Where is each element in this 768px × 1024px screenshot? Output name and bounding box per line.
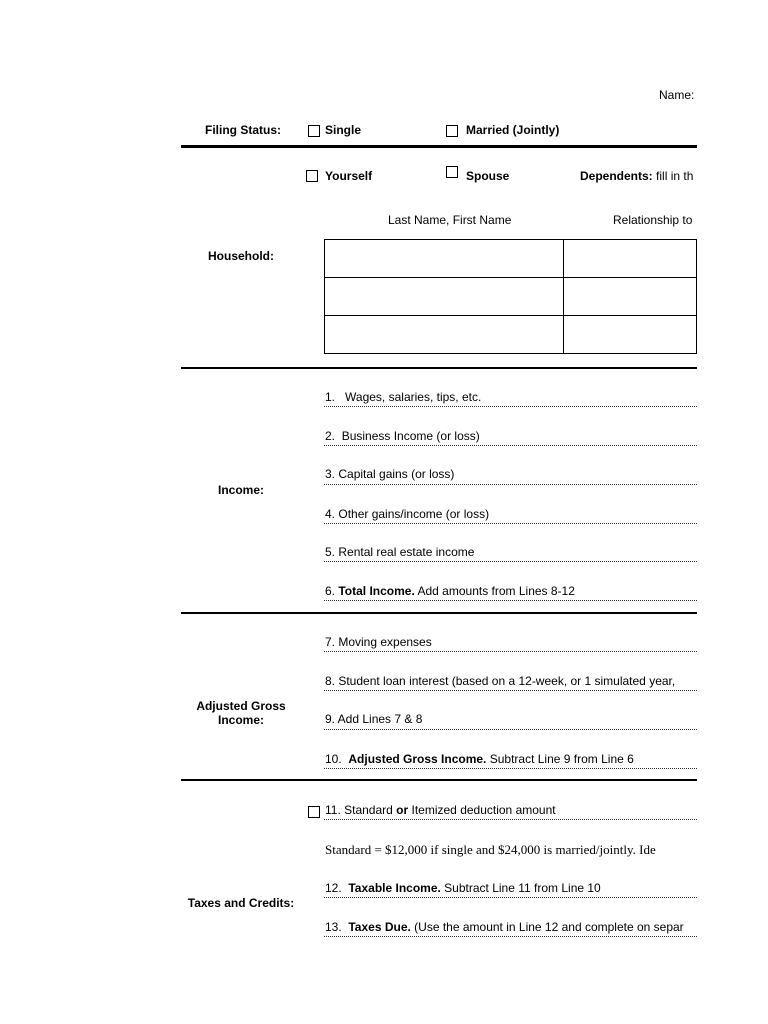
col-header-relationship: Relationship to bbox=[613, 213, 693, 227]
income-line-3: 3. Capital gains (or loss) bbox=[325, 467, 455, 481]
dependent-name-cell[interactable] bbox=[325, 316, 564, 354]
married-checkbox[interactable] bbox=[446, 125, 458, 137]
section-divider bbox=[181, 367, 697, 369]
dependents-instruction: Dependents: fill in th bbox=[580, 169, 694, 183]
entry-line[interactable] bbox=[324, 523, 697, 524]
yourself-checkbox[interactable] bbox=[306, 170, 318, 182]
agi-label: Adjusted Gross Income: bbox=[196, 699, 286, 727]
dependents-table bbox=[324, 239, 697, 354]
agi-line-8: 8. Student loan interest (based on a 12-week, or 1 simulated year, bbox=[325, 674, 676, 688]
entry-line[interactable] bbox=[324, 406, 697, 407]
income-line-2: 2. Business Income (or loss) bbox=[325, 429, 480, 443]
agi-line-7: 7. Moving expenses bbox=[325, 635, 432, 649]
entry-line[interactable] bbox=[324, 819, 697, 820]
entry-line[interactable] bbox=[324, 445, 697, 446]
filing-status-label: Filing Status: bbox=[205, 123, 281, 137]
taxes-line-13: 13. Taxes Due. (Use the amount in Line 12 and complete on separ bbox=[325, 920, 684, 934]
household-label: Household: bbox=[208, 249, 274, 263]
married-label: Married (Jointly) bbox=[466, 123, 560, 137]
taxes-line-12: 12. Taxable Income. Subtract Line 11 from Line 10 bbox=[325, 881, 601, 895]
name-label: Name: bbox=[659, 88, 695, 102]
single-label: Single bbox=[325, 123, 362, 137]
dependent-name-cell[interactable] bbox=[325, 240, 564, 278]
spouse-checkbox[interactable] bbox=[446, 166, 458, 178]
table-row bbox=[325, 240, 697, 278]
deduction-checkbox[interactable] bbox=[308, 806, 320, 818]
entry-line[interactable] bbox=[324, 897, 697, 898]
dependent-relationship-cell[interactable] bbox=[564, 278, 697, 316]
entry-line[interactable] bbox=[324, 690, 697, 691]
entry-line[interactable] bbox=[324, 768, 697, 769]
taxes-line-11: 11. Standard or Itemized deduction amount bbox=[325, 803, 556, 817]
taxes-label: Taxes and Credits: bbox=[187, 896, 295, 910]
entry-line[interactable] bbox=[324, 936, 697, 937]
entry-line[interactable] bbox=[324, 651, 697, 652]
entry-line[interactable] bbox=[324, 561, 697, 562]
income-label: Income: bbox=[217, 483, 264, 497]
entry-line[interactable] bbox=[324, 600, 697, 601]
table-row bbox=[325, 278, 697, 316]
income-line-5: 5. Rental real estate income bbox=[325, 545, 475, 559]
dependent-name-cell[interactable] bbox=[325, 278, 564, 316]
standard-deduction-note: Standard = $12,000 if single and $24,000 is married/jointly. Ide bbox=[325, 842, 656, 857]
entry-line[interactable] bbox=[324, 484, 697, 485]
section-divider bbox=[181, 779, 697, 781]
entry-line[interactable] bbox=[324, 729, 697, 730]
income-line-4: 4. Other gains/income (or loss) bbox=[325, 507, 490, 521]
table-row bbox=[325, 316, 697, 354]
col-header-name: Last Name, First Name bbox=[388, 213, 512, 227]
income-line-1: 1. Wages, salaries, tips, etc. bbox=[325, 390, 482, 404]
yourself-label: Yourself bbox=[325, 169, 373, 183]
section-divider bbox=[181, 145, 697, 148]
agi-line-9: 9. Add Lines 7 & 8 bbox=[325, 712, 423, 726]
single-checkbox[interactable] bbox=[308, 125, 320, 137]
agi-line-10: 10. Adjusted Gross Income. Subtract Line 9 from Line 6 bbox=[325, 752, 634, 766]
income-line-6: 6. Total Income. Add amounts from Lines 8-12 bbox=[325, 584, 575, 598]
section-divider bbox=[181, 612, 697, 614]
spouse-label: Spouse bbox=[466, 169, 510, 183]
dependent-relationship-cell[interactable] bbox=[564, 316, 697, 354]
dependent-relationship-cell[interactable] bbox=[564, 240, 697, 278]
